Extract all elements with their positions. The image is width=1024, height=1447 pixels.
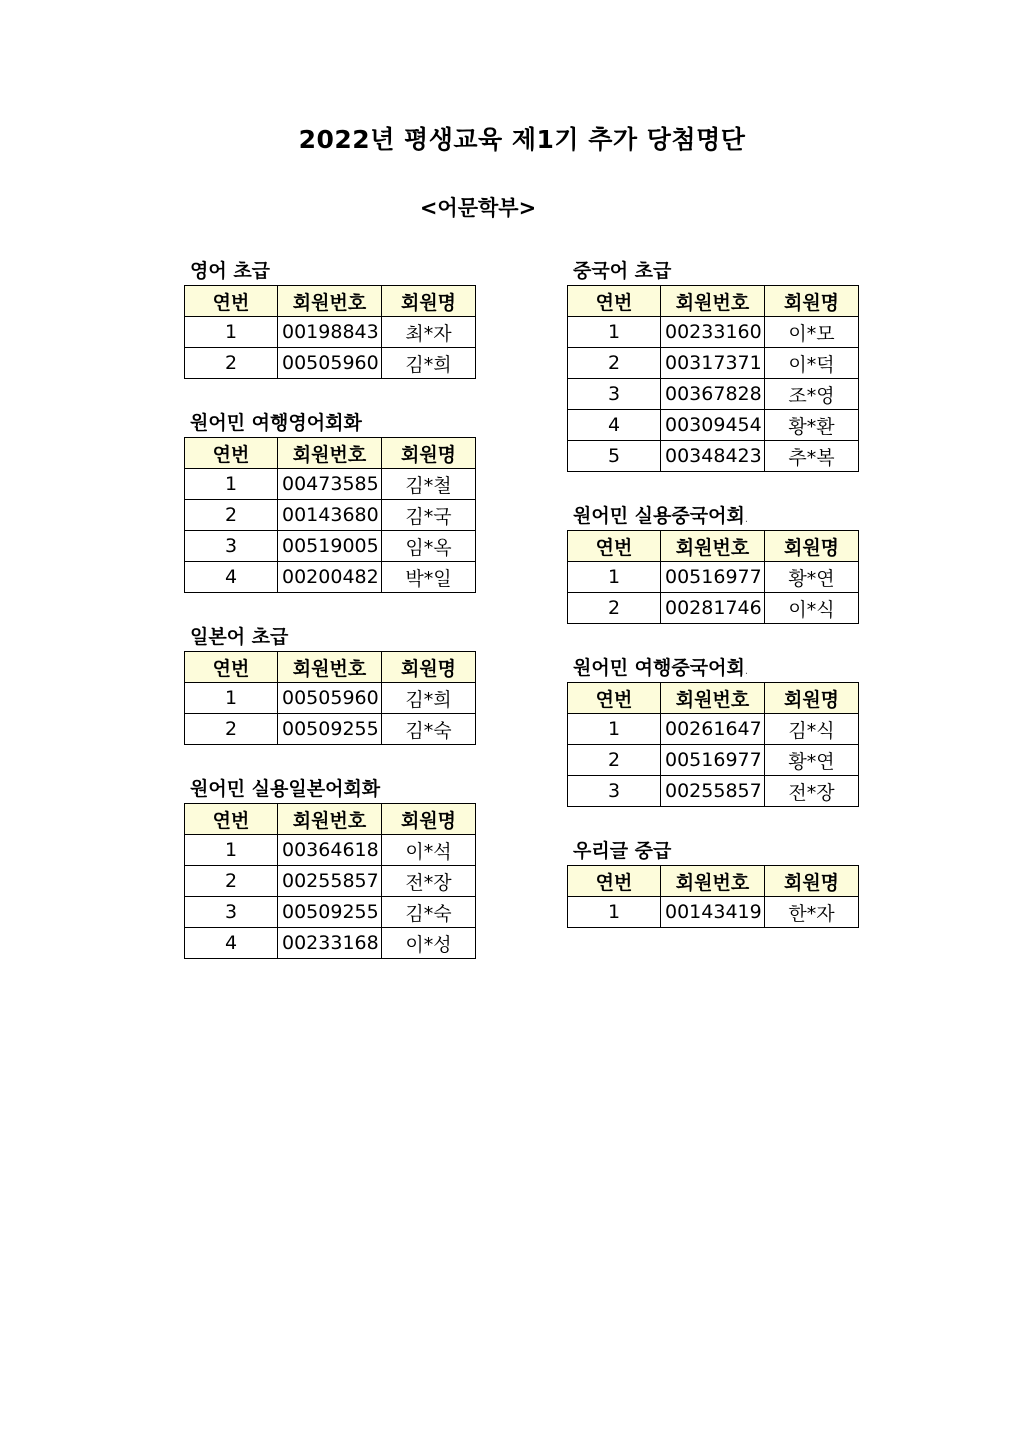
cell-member-id: 00516977	[661, 562, 765, 593]
section-name: 중국어 초급	[573, 260, 672, 282]
cell-member-id: 00198843	[278, 317, 382, 348]
table-row	[568, 593, 859, 624]
cell-member-name: 김*희	[382, 683, 476, 714]
cell-seq: 4	[568, 410, 661, 441]
cell-member-id: 00505960	[278, 348, 382, 379]
table-row	[185, 683, 476, 714]
section	[184, 410, 484, 593]
section	[567, 258, 867, 472]
header-seq: 연번	[568, 286, 661, 317]
header-member-id: 회원번호	[661, 286, 765, 317]
table-row	[568, 897, 859, 928]
table-row	[185, 348, 476, 379]
member-table	[567, 682, 859, 807]
cell-seq: 1	[568, 897, 661, 928]
table-row	[185, 835, 476, 866]
member-table	[567, 530, 859, 624]
section	[567, 838, 867, 928]
section-title-suffix: .	[744, 666, 748, 677]
table-row	[185, 500, 476, 531]
cell-seq: 1	[185, 835, 278, 866]
cell-member-name: 박*일	[382, 562, 476, 593]
cell-member-name: 전*장	[765, 776, 859, 807]
section-name: 영어 초급	[190, 260, 271, 282]
cell-member-name: 김*희	[382, 348, 476, 379]
header-member-id: 회원번호	[661, 531, 765, 562]
section	[184, 776, 484, 959]
header-member-id: 회원번호	[661, 866, 765, 897]
section-name: 원어민 여행영어회화	[190, 412, 362, 434]
left-column	[184, 258, 484, 959]
cell-seq: 1	[568, 562, 661, 593]
cell-member-name: 이*식	[765, 593, 859, 624]
cell-seq: 4	[185, 562, 278, 593]
table-header-row	[568, 683, 859, 714]
cell-member-id: 00233168	[278, 928, 382, 959]
member-table	[184, 651, 476, 745]
cell-member-id: 00309454	[661, 410, 765, 441]
section-title	[567, 258, 867, 285]
cell-seq: 2	[568, 348, 661, 379]
cell-seq: 2	[568, 745, 661, 776]
section	[184, 258, 484, 379]
header-seq: 연번	[185, 652, 278, 683]
header-member-id: 회원번호	[278, 652, 382, 683]
header-member-name: 회원명	[765, 683, 859, 714]
table-row	[185, 531, 476, 562]
header-member-name: 회원명	[765, 286, 859, 317]
right-column	[567, 258, 867, 928]
cell-seq: 2	[185, 866, 278, 897]
cell-member-id: 00143680	[278, 500, 382, 531]
table-row	[568, 317, 859, 348]
cell-seq: 2	[568, 593, 661, 624]
cell-seq: 4	[185, 928, 278, 959]
cell-seq: 3	[185, 531, 278, 562]
header-seq: 연번	[568, 683, 661, 714]
table-row	[568, 745, 859, 776]
table-header-row	[185, 438, 476, 469]
cell-seq: 2	[185, 714, 278, 745]
cell-seq: 3	[568, 776, 661, 807]
header-member-name: 회원명	[382, 804, 476, 835]
member-table	[567, 865, 859, 928]
cell-member-id: 00348423	[661, 441, 765, 472]
header-member-id: 회원번호	[278, 438, 382, 469]
header-seq: 연번	[568, 531, 661, 562]
section	[184, 624, 484, 745]
page-title: 2022년 평생교육 제1기 추가 당첨명단	[298, 125, 746, 154]
header-seq: 연번	[185, 286, 278, 317]
table-row	[185, 928, 476, 959]
cell-member-id: 00367828	[661, 379, 765, 410]
cell-member-name: 김*국	[382, 500, 476, 531]
cell-seq: 3	[185, 897, 278, 928]
table-row	[185, 866, 476, 897]
cell-seq: 1	[568, 714, 661, 745]
member-table	[184, 437, 476, 593]
section	[567, 503, 867, 624]
cell-seq: 1	[185, 469, 278, 500]
cell-member-name: 이*덕	[765, 348, 859, 379]
table-row	[185, 897, 476, 928]
table-row	[568, 441, 859, 472]
cell-member-id: 00364618	[278, 835, 382, 866]
table-header-row	[568, 286, 859, 317]
cell-member-name: 추*복	[765, 441, 859, 472]
cell-member-id: 00505960	[278, 683, 382, 714]
header-member-id: 회원번호	[278, 804, 382, 835]
cell-member-name: 김*식	[765, 714, 859, 745]
header-seq: 연번	[185, 804, 278, 835]
section-name: 우리글 중급	[573, 840, 672, 862]
header-seq: 연번	[568, 866, 661, 897]
section-title-suffix: .	[744, 514, 748, 525]
header-member-name: 회원명	[382, 652, 476, 683]
table-header-row	[568, 531, 859, 562]
header-member-id: 회원번호	[278, 286, 382, 317]
header-member-name: 회원명	[382, 286, 476, 317]
cell-member-name: 임*옥	[382, 531, 476, 562]
cell-seq: 1	[185, 683, 278, 714]
cell-member-name: 이*석	[382, 835, 476, 866]
table-row	[568, 379, 859, 410]
cell-member-id: 00519005	[278, 531, 382, 562]
cell-member-name: 이*성	[382, 928, 476, 959]
header-member-name: 회원명	[765, 531, 859, 562]
section-title	[567, 838, 867, 865]
cell-seq: 3	[568, 379, 661, 410]
cell-member-id: 00233160	[661, 317, 765, 348]
cell-member-id: 00255857	[278, 866, 382, 897]
cell-seq: 1	[568, 317, 661, 348]
table-row	[185, 562, 476, 593]
cell-member-id: 00261647	[661, 714, 765, 745]
header-member-id: 회원번호	[661, 683, 765, 714]
section-title	[184, 776, 484, 803]
section-name: 원어민 실용중국어회	[573, 505, 745, 527]
cell-member-id: 00143419	[661, 897, 765, 928]
table-header-row	[185, 286, 476, 317]
table-row	[568, 562, 859, 593]
section-name: 일본어 초급	[190, 626, 289, 648]
cell-member-id: 00317371	[661, 348, 765, 379]
table-row	[185, 714, 476, 745]
section-name: 원어민 실용일본어회화	[190, 778, 381, 800]
cell-seq: 2	[185, 348, 278, 379]
page-subtitle: <어문학부>	[419, 196, 537, 220]
member-table	[567, 285, 859, 472]
cell-seq: 2	[185, 500, 278, 531]
section-title	[184, 410, 484, 437]
table-header-row	[185, 652, 476, 683]
section-title	[567, 655, 867, 682]
section-title	[184, 258, 484, 285]
cell-seq: 5	[568, 441, 661, 472]
section-title	[567, 503, 867, 530]
section	[567, 655, 867, 807]
table-row	[568, 714, 859, 745]
table-row	[568, 776, 859, 807]
header-member-name: 회원명	[765, 866, 859, 897]
cell-member-name: 김*철	[382, 469, 476, 500]
cell-member-name: 황*환	[765, 410, 859, 441]
member-table	[184, 803, 476, 959]
cell-member-id: 00281746	[661, 593, 765, 624]
cell-member-name: 한*자	[765, 897, 859, 928]
cell-member-name: 황*연	[765, 562, 859, 593]
cell-member-id: 00200482	[278, 562, 382, 593]
cell-member-name: 조*영	[765, 379, 859, 410]
table-row	[568, 348, 859, 379]
cell-member-name: 김*숙	[382, 897, 476, 928]
header-member-name: 회원명	[382, 438, 476, 469]
table-header-row	[568, 866, 859, 897]
table-row	[568, 410, 859, 441]
cell-member-id: 00473585	[278, 469, 382, 500]
cell-member-id: 00509255	[278, 714, 382, 745]
cell-member-name: 황*연	[765, 745, 859, 776]
cell-member-id: 00509255	[278, 897, 382, 928]
section-name: 원어민 여행중국어회	[573, 657, 745, 679]
cell-member-name: 김*숙	[382, 714, 476, 745]
member-table	[184, 285, 476, 379]
cell-member-id: 00255857	[661, 776, 765, 807]
table-row	[185, 317, 476, 348]
cell-member-name: 최*자	[382, 317, 476, 348]
section-title	[184, 624, 484, 651]
table-header-row	[185, 804, 476, 835]
cell-member-name: 이*모	[765, 317, 859, 348]
cell-member-name: 전*장	[382, 866, 476, 897]
cell-seq: 1	[185, 317, 278, 348]
header-seq: 연번	[185, 438, 278, 469]
cell-member-id: 00516977	[661, 745, 765, 776]
table-row	[185, 469, 476, 500]
